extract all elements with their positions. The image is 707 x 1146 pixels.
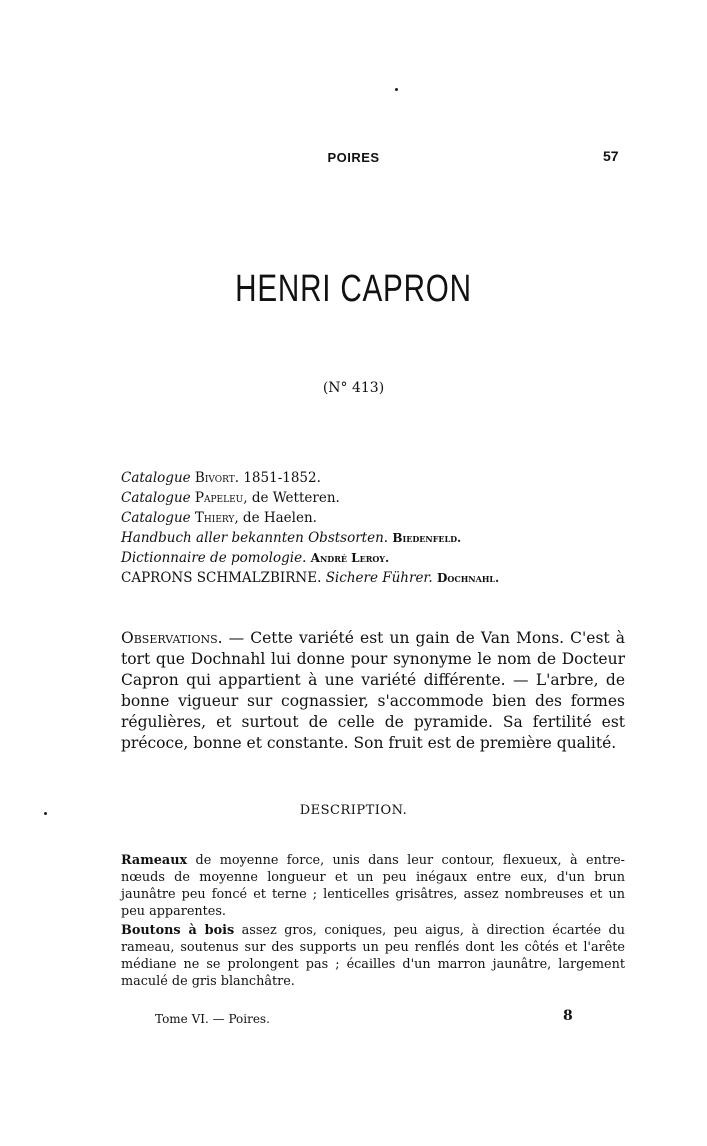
signature-mark: 8 [563, 1008, 573, 1024]
page-title: HENRI CAPRON [235, 268, 472, 310]
ref-work: Catalogue [121, 470, 191, 486]
ref-detail: . 1851-1852. [234, 470, 321, 486]
description-term: Rameaux [121, 853, 188, 868]
reference-line [121, 488, 601, 508]
ref-work: Dictionnaire de pomologie. [121, 550, 307, 566]
description-text: assez gros, coniques, peu aigus, à direction écartée du rameau, soutenus sur des supports un peu renflés dont les côtés et l'arête médiane ne se prolongent pas ; écailles d'un marron jaunâtre, largement maculé de gris blanchâtre. [121, 923, 625, 989]
reference-list [121, 468, 601, 588]
description-paragraph [121, 852, 625, 920]
description-text: de moyenne force, unis dans leur contour, flexueux, à entre-nœuds de moyenne longueur et un peu inégaux entre eux, d'un brun jaunâtre peu foncé et terne ; lenticelles grisâtres, assez nombreuses et un peu apparentes. [121, 853, 625, 919]
description-body [121, 852, 625, 992]
ref-author: André Leroy. [310, 551, 390, 565]
observations-paragraph [121, 628, 625, 754]
ref-author: Biedenfeld. [392, 531, 462, 545]
description-term: Boutons à bois [121, 923, 235, 938]
ref-work: Sichere Führer. [325, 570, 433, 586]
ref-work: Handbuch aller bekannten Obstsorten. [121, 530, 389, 546]
ref-author: Dochnahl. [437, 571, 500, 585]
observations-text: — Cette variété est un gain de Van Mons. C'est à tort que Dochnahl lui donne pour synonyme le nom de Docteur Capron qui appartient à une variété différente. — L'arbre, de bonne vigueur sur cognassier, s'accommode bien des formes régulières, et surtout de celle de pyramide. Sa fertilité est précoce, bonne et constante. Son fruit est de première qualité. [121, 629, 625, 752]
reference-line [121, 568, 601, 588]
ref-detail: , de Haelen. [234, 510, 317, 526]
page-number: 57 [603, 148, 619, 164]
reference-line [121, 548, 601, 568]
ref-synonym: CAPRONS SCHMALZBIRNE. [121, 570, 322, 586]
ref-work: Catalogue [121, 490, 191, 506]
ref-detail: , de Wetteren. [243, 490, 340, 506]
ref-work: Catalogue [121, 510, 191, 526]
observations-label: Observations. [121, 629, 223, 647]
description-heading: DESCRIPTION. [299, 803, 408, 818]
ref-author: Thiery [194, 510, 235, 526]
ref-author: Bivort [194, 470, 235, 486]
reference-line [121, 508, 601, 528]
ref-author: Papeleu [194, 490, 244, 506]
reference-line [121, 528, 601, 548]
running-head: POIRES [327, 150, 380, 165]
volume-footer: Tome VI. — Poires. [155, 1012, 270, 1026]
description-paragraph [121, 922, 625, 990]
reference-line [121, 468, 601, 488]
variety-number: (N° 413) [322, 380, 385, 396]
ink-speck [395, 88, 398, 91]
